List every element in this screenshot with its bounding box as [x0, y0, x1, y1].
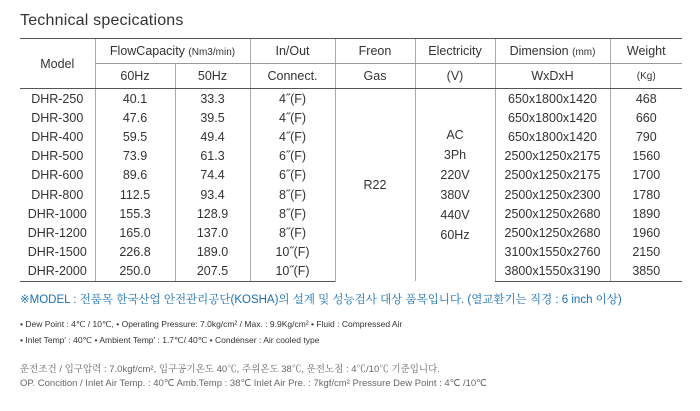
electricity-line: AC [446, 128, 464, 143]
cell-model: DHR-1000 [27, 206, 87, 221]
cell-50hz: 93.4 [175, 185, 250, 204]
header-gas: Gas [335, 64, 415, 89]
spec-table [20, 38, 682, 282]
cell-50hz: 128.9 [175, 204, 250, 223]
cell-weight: 3850 [610, 262, 682, 282]
electricity-line: 220V [440, 168, 470, 183]
cell-dimension: 650x1800x1420 [495, 89, 610, 109]
electricity-line: 380V [440, 188, 470, 203]
model-note: ※MODEL : 전품목 한국산업 안전관리공단(KOSHA)의 설계 및 성능검사 대상 품목입니다. (열교환기는 직경 : 6 inch 이상) [20, 294, 622, 306]
cell-connect: 8˝(F) [250, 223, 335, 242]
cell-60hz: 112.5 [95, 185, 175, 204]
cell-connect: 4˝(F) [250, 127, 335, 146]
cell-weight: 1560 [610, 147, 682, 166]
cell-50hz: 39.5 [175, 108, 250, 127]
header-50hz: 50Hz [175, 64, 250, 89]
electricity-line: 440V [440, 208, 470, 223]
header-electricity: Electricity [415, 39, 495, 64]
cell-50hz: 137.0 [175, 223, 250, 242]
cell-60hz: 47.6 [95, 108, 175, 127]
page-title: Technical specications [20, 12, 184, 29]
cell-dimension: 3100x1550x2760 [495, 243, 610, 262]
cell-dimension: 3800x1550x3190 [495, 262, 610, 282]
cell-weight: 1960 [610, 223, 682, 242]
cell-60hz: 165.0 [95, 223, 175, 242]
cell-weight: 1890 [610, 204, 682, 223]
cell-weight: 2150 [610, 243, 682, 262]
cell-dimension: 2500x1250x2300 [495, 185, 610, 204]
cell-freon-gas: R22 [335, 89, 415, 282]
cell-model: DHR-300 [31, 110, 84, 125]
cell-60hz: 155.3 [95, 204, 175, 223]
cell-connect: 4˝(F) [250, 108, 335, 127]
cell-model: DHR-2000 [20, 262, 95, 282]
cell-connect: 6˝(F) [250, 147, 335, 166]
cell-weight: 660 [610, 108, 682, 127]
cell-connect: 6˝(F) [250, 166, 335, 185]
cell-60hz: 59.5 [95, 127, 175, 146]
cell-50hz: 61.3 [175, 147, 250, 166]
cell-connect: 10˝(F) [250, 243, 335, 262]
cell-dimension: 2500x1250x2680 [495, 223, 610, 242]
cell-60hz: 73.9 [95, 147, 175, 166]
cell-model: DHR-1200 [27, 225, 87, 240]
cell-50hz: 49.4 [175, 127, 250, 146]
cell-weight: 790 [610, 127, 682, 146]
header-flowcapacity: FlowCapacity (Nm3/min) [95, 39, 250, 64]
cell-model: DHR-250 [31, 91, 84, 106]
cell-60hz: 226.8 [95, 243, 175, 262]
header-volt: (V) [415, 64, 495, 89]
table-row [20, 89, 682, 109]
cell-model: DHR-400 [31, 129, 84, 144]
cell-model: DHR-600 [31, 168, 84, 183]
cell-60hz: 40.1 [95, 89, 175, 109]
electricity-line: 3Ph [443, 148, 467, 163]
cell-dimension: 650x1800x1420 [495, 108, 610, 127]
header-model: Model [20, 39, 95, 89]
cell-connect: 8˝(F) [250, 185, 335, 204]
cell-weight: 1780 [610, 185, 682, 204]
cell-connect: 10˝(F) [250, 262, 335, 282]
cell-dimension: 650x1800x1420 [495, 127, 610, 146]
cell-50hz: 74.4 [175, 166, 250, 185]
cell-weight: 468 [610, 89, 682, 109]
cell-electricity [415, 89, 495, 282]
cell-50hz: 33.3 [175, 89, 250, 109]
footnote-line-1: • Dew Point : 4℃ / 10℃, • Operating Pressure: 7.0kg/cm² / Max. : 9.9Kg/cm² • Fluid : Compressed Air [20, 319, 403, 329]
cell-60hz: 89.6 [95, 166, 175, 185]
header-inout: In/Out [250, 39, 335, 64]
cell-weight: 1700 [610, 166, 682, 185]
electricity-line: 60Hz [440, 228, 470, 243]
cell-50hz: 207.5 [175, 262, 250, 282]
cell-50hz: 189.0 [175, 243, 250, 262]
conditions-korean: 운전조건 / 입구압력 : 7.0kgf/cm², 입구공기온도 40℃, 주위온도 38℃, 운전노점 : 4℃/10℃ 기준입니다. [20, 364, 440, 375]
header-kg: (Kg) [610, 64, 682, 89]
cell-dimension: 2500x1250x2175 [495, 166, 610, 185]
header-freon: Freon [335, 39, 415, 64]
header-60hz: 60Hz [95, 64, 175, 89]
cell-dimension: 2500x1250x2680 [495, 204, 610, 223]
cell-model: DHR-500 [31, 149, 84, 164]
cell-60hz: 250.0 [95, 262, 175, 282]
cell-connect: 8˝(F) [250, 204, 335, 223]
header-wdh: WxDxH [495, 64, 610, 89]
cell-dimension: 2500x1250x2175 [495, 147, 610, 166]
cell-connect: 4˝(F) [250, 89, 335, 109]
header-dimension: Dimension (mm) [495, 39, 610, 64]
cell-model: DHR-800 [31, 187, 84, 202]
cell-model: DHR-1500 [27, 245, 87, 260]
footnote-line-2: • Inlet Temp' : 40℃ • Ambient Temp' : 1.7℃/ 40℃ • Condenser : Air cooled type [20, 335, 320, 345]
conditions-english: OP. Concition / Inlet Air Temp. : 40℃ Amb.Temp : 38℃ Inlet Air Pre. : 7kgf/cm² Pressure Dew Point : 4℃ /10℃ [20, 378, 487, 389]
header-weight: Weight [610, 39, 682, 64]
header-connect: Connect. [250, 64, 335, 89]
